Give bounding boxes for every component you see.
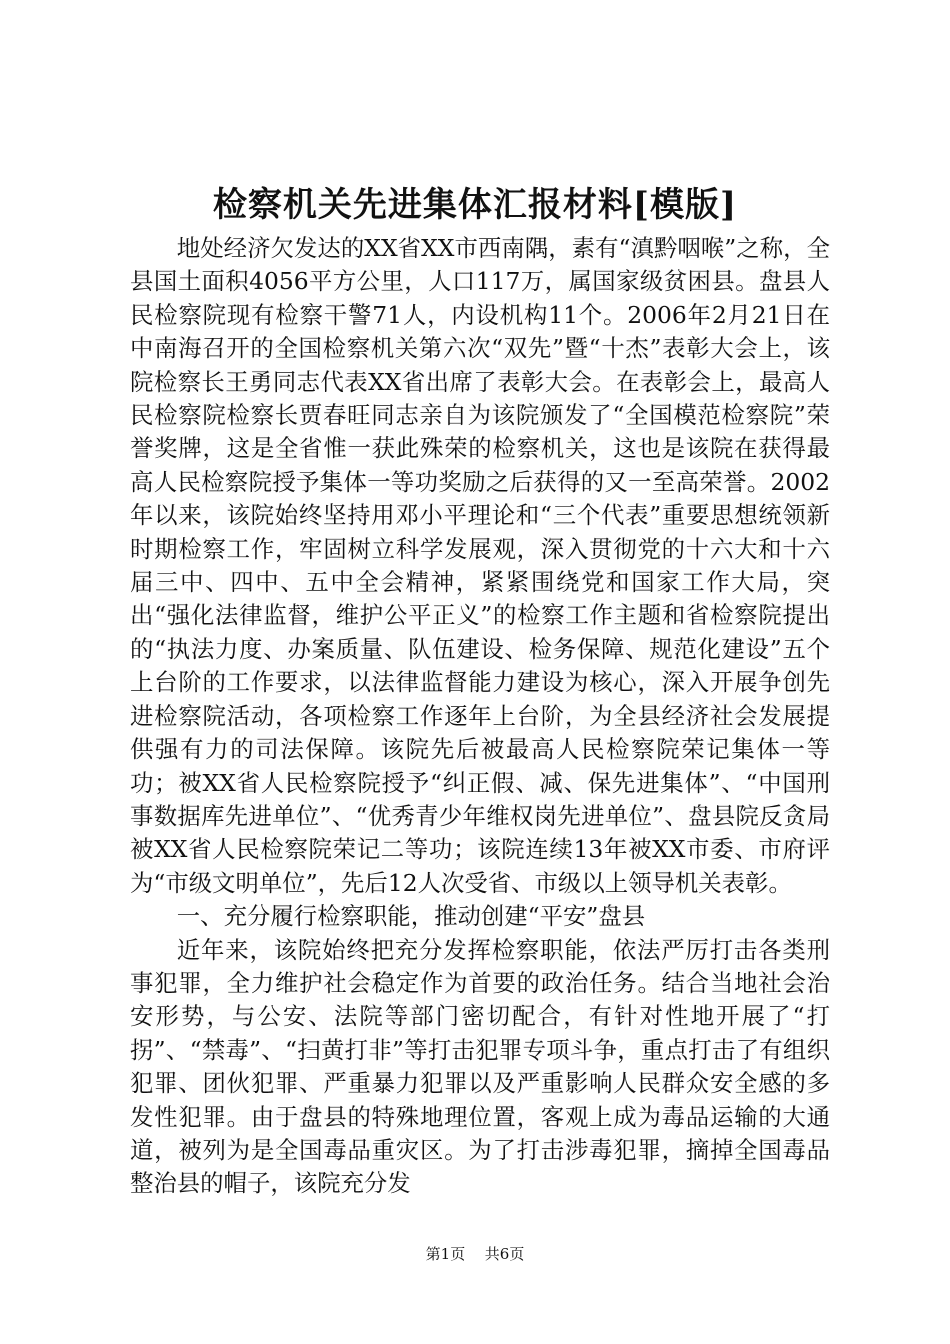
page-total: 共6页 (484, 1245, 525, 1263)
paragraph-section-1: 近年来，该院始终把充分发挥检察职能，依法严厉打击各类刑事犯罪，全力维护社会稳定作为首要的政治任务。结合当地社会治安形势，与公安、法院等部门密切配合，有针对性地开展了“打拐”、“禁毒”、“扫黄打非”等打击犯罪专项斗争，重点打击了有组织犯罪、团伙犯罪、严重暴力犯罪以及严重影响人民群众安全感的多发性犯罪。由于盘县的特殊地理位置，客观上成为毒品运输的大通道，被列为是全国毒品重灾区。为了打击涉毒犯罪，摘掉全国毒品整治县的帽子，该院充分发 (130, 935, 830, 1198)
page-number: 第1页 (425, 1245, 466, 1263)
document-body (130, 232, 830, 1201)
section-heading-1: 一、充分履行检察职能，推动创建“平安”盘县 (176, 902, 646, 931)
page-footer (0, 1243, 950, 1265)
paragraph-intro: 地处经济欠发达的XX省XX市西南隅，素有“滇黔咽喉”之称，全县国土面积4056平方公里，人口117万，属国家级贫困县。盘县人民检察院现有检察干警71人，内设机构11个。2006年2月21日在中南海召开的全国检察机关第六次“双先”暨“十杰”表彰大会上，该院检察长王勇同志代表XX省出席了表彰大会。在表彰会上，最高人民检察院检察长贾春旺同志亲自为该院颁发了“全国模范检察院”荣誉奖牌，这是全省惟一获此殊荣的检察机关，这也是该院在获得最高人民检察院授予集体一等功奖励之后获得的又一至高荣誉。2002年以来，该院始终坚持用邓小平理论和“三个代表”重要思想统领新时期检察工作，牢固树立科学发展观，深入贯彻党的十六大和十六届三中、四中、五中全会精神，紧紧围绕党和国家工作大局，突出“强化法律监督，维护公平正义”的检察工作主题和省检察院提出的“执法力度、办案质量、队伍建设、检务保障、规范化建设”五个上台阶的工作要求，以法律监督能力建设为核心，深入开展争创先进检察院活动，各项检察工作逐年上台阶，为全县经济社会发展提供强有力的司法保障。该院先后被最高人民检察院荣记集体一等功；被XX省人民检察院授予“纠正假、减、保先进集体”、“中国刑事数据库先进单位”、“优秀青少年维权岗先进单位”、盘县院反贪局被XX省人民检察院荣记二等功；该院连续13年被XX市委、市府评为“市级文明单位”，先后12人次受省、市级以上领导机关表彰。 (130, 234, 830, 897)
document-title: 检察机关先进集体汇报材料[模版] (212, 185, 738, 225)
